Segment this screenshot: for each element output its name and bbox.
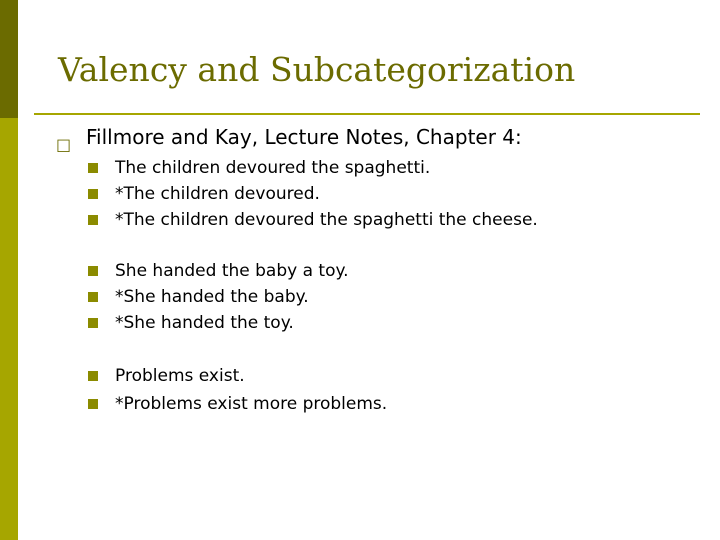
filled-square-bullet-icon	[88, 189, 98, 199]
filled-square-bullet-icon	[88, 266, 98, 276]
example-sentence: *She handed the baby.	[115, 287, 309, 307]
main-bullet-text: Fillmore and Kay, Lecture Notes, Chapter 4:	[86, 125, 522, 149]
slide-title: Valency and Subcategorization	[58, 50, 576, 89]
list-item	[88, 310, 294, 336]
list-item	[88, 284, 309, 310]
example-sentence: *Problems exist more problems.	[115, 394, 388, 414]
filled-square-bullet-icon	[88, 215, 98, 225]
side-bar-dark	[0, 0, 18, 118]
list-item	[88, 391, 387, 417]
example-sentence: The children devoured the spaghetti.	[115, 158, 431, 178]
list-item	[88, 363, 245, 389]
example-sentence: *She handed the toy.	[115, 313, 294, 333]
filled-square-bullet-icon	[88, 371, 98, 381]
example-sentence: Problems exist.	[115, 366, 245, 386]
example-sentence: *The children devoured the spaghetti the cheese.	[115, 210, 538, 230]
title-divider	[34, 113, 700, 115]
list-item	[88, 155, 430, 181]
example-sentence: She handed the baby a toy.	[115, 261, 349, 281]
side-bar-light	[0, 118, 18, 540]
filled-square-bullet-icon	[88, 318, 98, 328]
list-item	[88, 258, 349, 284]
list-item	[88, 207, 538, 233]
example-sentence: *The children devoured.	[115, 184, 320, 204]
filled-square-bullet-icon	[88, 292, 98, 302]
list-item	[88, 181, 320, 207]
hollow-square-bullet-icon: □	[56, 135, 72, 154]
filled-square-bullet-icon	[88, 399, 98, 409]
filled-square-bullet-icon	[88, 163, 98, 173]
